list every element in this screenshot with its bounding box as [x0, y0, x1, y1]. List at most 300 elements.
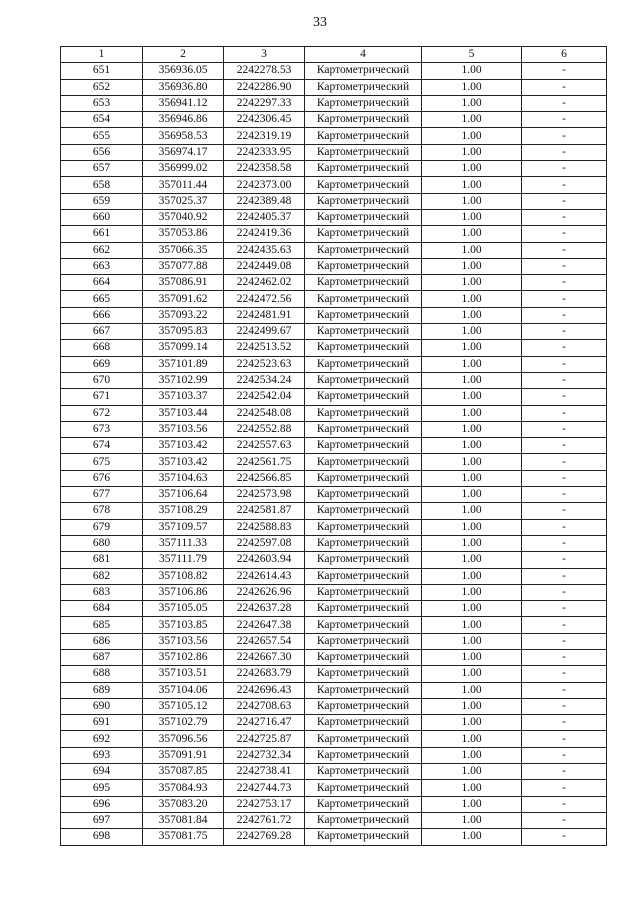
table-cell: 1.00: [422, 340, 522, 356]
table-cell: 1.00: [422, 535, 522, 551]
table-cell: 1.00: [422, 747, 522, 763]
table-cell: 2242557.63: [224, 438, 305, 454]
table-cell: 666: [61, 307, 143, 323]
table-cell: 1.00: [422, 568, 522, 584]
table-cell: 357108.82: [143, 568, 224, 584]
table-cell: 687: [61, 649, 143, 665]
column-header: 5: [422, 47, 522, 63]
table-cell: 653: [61, 95, 143, 111]
table-cell: -: [522, 275, 607, 291]
table-row: [61, 552, 607, 568]
table-cell: 673: [61, 421, 143, 437]
table-cell: 1.00: [422, 291, 522, 307]
table-cell: 1.00: [422, 617, 522, 633]
table-row: [61, 161, 607, 177]
table-row: [61, 519, 607, 535]
table-cell: 1.00: [422, 829, 522, 845]
table-cell: 1.00: [422, 715, 522, 731]
table-cell: 2242696.43: [224, 682, 305, 698]
table-cell: 1.00: [422, 454, 522, 470]
table-cell: -: [522, 372, 607, 388]
table-cell: Картометрический: [305, 95, 422, 111]
table-cell: 357096.56: [143, 731, 224, 747]
table-cell: 2242588.83: [224, 519, 305, 535]
table-cell: 1.00: [422, 161, 522, 177]
table-cell: -: [522, 389, 607, 405]
table-cell: Картометрический: [305, 340, 422, 356]
table-cell: 1.00: [422, 519, 522, 535]
table-cell: 2242566.85: [224, 470, 305, 486]
table-row: [61, 535, 607, 551]
table-cell: -: [522, 487, 607, 503]
table-cell: 2242657.54: [224, 633, 305, 649]
table-cell: 655: [61, 128, 143, 144]
table-cell: Картометрический: [305, 144, 422, 160]
table-cell: -: [522, 454, 607, 470]
table-cell: 357081.75: [143, 829, 224, 845]
table-row: [61, 747, 607, 763]
table-cell: 659: [61, 193, 143, 209]
table-cell: 2242683.79: [224, 666, 305, 682]
table-row: [61, 487, 607, 503]
table-row: [61, 112, 607, 128]
table-cell: 1.00: [422, 95, 522, 111]
table-cell: 2242667.30: [224, 649, 305, 665]
table-cell: 2242278.53: [224, 63, 305, 79]
table-cell: -: [522, 649, 607, 665]
table-row: [61, 454, 607, 470]
table-cell: 357101.89: [143, 356, 224, 372]
table-cell: Картометрический: [305, 79, 422, 95]
table-cell: 2242753.17: [224, 796, 305, 812]
page-number: 33: [313, 15, 327, 30]
table-cell: 2242523.63: [224, 356, 305, 372]
table-cell: -: [522, 79, 607, 95]
table-cell: 1.00: [422, 601, 522, 617]
table-cell: Картометрический: [305, 307, 422, 323]
table-cell: -: [522, 780, 607, 796]
table-cell: Картометрический: [305, 389, 422, 405]
table-body: [61, 63, 607, 845]
table-row: [61, 698, 607, 714]
table-row: [61, 226, 607, 242]
table-cell: 660: [61, 209, 143, 225]
table-cell: 2242637.28: [224, 601, 305, 617]
table-cell: Картометрический: [305, 177, 422, 193]
table-cell: -: [522, 584, 607, 600]
table-cell: 2242738.41: [224, 764, 305, 780]
table-cell: 357111.33: [143, 535, 224, 551]
table-cell: -: [522, 731, 607, 747]
table-row: [61, 796, 607, 812]
table-cell: Картометрический: [305, 242, 422, 258]
table-cell: 692: [61, 731, 143, 747]
table-cell: Картометрический: [305, 601, 422, 617]
table-row: [61, 584, 607, 600]
table-cell: -: [522, 519, 607, 535]
column-header: 2: [143, 47, 224, 63]
table-cell: 357091.91: [143, 747, 224, 763]
table-cell: 356999.02: [143, 161, 224, 177]
table-cell: 356958.53: [143, 128, 224, 144]
table-cell: 681: [61, 552, 143, 568]
table-cell: 691: [61, 715, 143, 731]
table-cell: 2242548.08: [224, 405, 305, 421]
table-cell: 357077.88: [143, 258, 224, 274]
table-cell: 665: [61, 291, 143, 307]
table-cell: Картометрический: [305, 275, 422, 291]
table-cell: Картометрический: [305, 63, 422, 79]
table-cell: -: [522, 470, 607, 486]
table-cell: 669: [61, 356, 143, 372]
table-cell: 1.00: [422, 324, 522, 340]
table-cell: 667: [61, 324, 143, 340]
table-cell: 2242319.19: [224, 128, 305, 144]
table-cell: 1.00: [422, 470, 522, 486]
table-row: [61, 405, 607, 421]
table-cell: Картометрический: [305, 829, 422, 845]
table-cell: 684: [61, 601, 143, 617]
table-cell: 357083.20: [143, 796, 224, 812]
table-cell: 1.00: [422, 258, 522, 274]
table-cell: -: [522, 438, 607, 454]
table-cell: 672: [61, 405, 143, 421]
table-row: [61, 633, 607, 649]
table-cell: Картометрический: [305, 764, 422, 780]
table-cell: 1.00: [422, 552, 522, 568]
coordinates-table: [60, 46, 607, 846]
table-cell: -: [522, 503, 607, 519]
table-cell: -: [522, 340, 607, 356]
table-cell: 357103.56: [143, 421, 224, 437]
table-cell: Картометрический: [305, 812, 422, 828]
table-cell: 2242534.24: [224, 372, 305, 388]
table-cell: Картометрический: [305, 487, 422, 503]
table-cell: 357091.62: [143, 291, 224, 307]
table-row: [61, 63, 607, 79]
table-cell: 675: [61, 454, 143, 470]
table-cell: -: [522, 356, 607, 372]
table-cell: -: [522, 764, 607, 780]
table-row: [61, 666, 607, 682]
table-cell: 679: [61, 519, 143, 535]
table-cell: Картометрический: [305, 209, 422, 225]
table-cell: 356974.17: [143, 144, 224, 160]
table-cell: -: [522, 242, 607, 258]
table-header-row: [61, 47, 607, 63]
table-cell: 1.00: [422, 487, 522, 503]
table-cell: 2242542.04: [224, 389, 305, 405]
table-cell: 1.00: [422, 356, 522, 372]
table-cell: 2242716.47: [224, 715, 305, 731]
table-cell: 1.00: [422, 812, 522, 828]
table-cell: 1.00: [422, 405, 522, 421]
table-cell: Картометрический: [305, 258, 422, 274]
table-row: [61, 649, 607, 665]
table-cell: 2242725.87: [224, 731, 305, 747]
table-cell: 357104.63: [143, 470, 224, 486]
table-cell: 357086.91: [143, 275, 224, 291]
table-cell: 1.00: [422, 421, 522, 437]
table-cell: -: [522, 535, 607, 551]
table-cell: 694: [61, 764, 143, 780]
table-cell: Картометрический: [305, 324, 422, 340]
table-row: [61, 275, 607, 291]
table-cell: Картометрический: [305, 193, 422, 209]
table-cell: 651: [61, 63, 143, 79]
table-cell: 663: [61, 258, 143, 274]
table-cell: 357087.85: [143, 764, 224, 780]
table-cell: 682: [61, 568, 143, 584]
table-row: [61, 617, 607, 633]
table-cell: 2242573.98: [224, 487, 305, 503]
table-cell: 2242449.08: [224, 258, 305, 274]
table-cell: 656: [61, 144, 143, 160]
table-cell: -: [522, 715, 607, 731]
table-cell: 356936.80: [143, 79, 224, 95]
table-cell: -: [522, 829, 607, 845]
table-cell: -: [522, 682, 607, 698]
table-cell: 1.00: [422, 209, 522, 225]
table-cell: 670: [61, 372, 143, 388]
table-cell: 654: [61, 112, 143, 128]
table-cell: 690: [61, 698, 143, 714]
table-cell: 1.00: [422, 666, 522, 682]
table-cell: 2242581.87: [224, 503, 305, 519]
table-cell: 661: [61, 226, 143, 242]
table-cell: 2242744.73: [224, 780, 305, 796]
table-cell: 2242769.28: [224, 829, 305, 845]
table-cell: 1.00: [422, 193, 522, 209]
table-cell: -: [522, 95, 607, 111]
table-cell: 1.00: [422, 796, 522, 812]
table-cell: Картометрический: [305, 568, 422, 584]
table-cell: 1.00: [422, 682, 522, 698]
table-row: [61, 731, 607, 747]
table-cell: 658: [61, 177, 143, 193]
table-cell: 2242419.36: [224, 226, 305, 242]
table-cell: Картометрический: [305, 470, 422, 486]
table-cell: Картометрический: [305, 503, 422, 519]
table-row: [61, 307, 607, 323]
table-cell: Картометрический: [305, 780, 422, 796]
table-row: [61, 389, 607, 405]
table-cell: Картометрический: [305, 682, 422, 698]
table-cell: 1.00: [422, 649, 522, 665]
table-cell: Картометрический: [305, 666, 422, 682]
table-cell: 697: [61, 812, 143, 828]
table-cell: 2242389.48: [224, 193, 305, 209]
table-cell: Картометрический: [305, 698, 422, 714]
table-cell: 356946.86: [143, 112, 224, 128]
table-cell: 357103.37: [143, 389, 224, 405]
table-row: [61, 829, 607, 845]
table-cell: 357081.84: [143, 812, 224, 828]
table-cell: 671: [61, 389, 143, 405]
table-cell: 695: [61, 780, 143, 796]
table-cell: 357108.29: [143, 503, 224, 519]
table-cell: 357040.92: [143, 209, 224, 225]
table-cell: 1.00: [422, 389, 522, 405]
table-cell: 2242732.34: [224, 747, 305, 763]
table-cell: 357102.99: [143, 372, 224, 388]
table-cell: -: [522, 698, 607, 714]
table-row: [61, 128, 607, 144]
table-row: [61, 438, 607, 454]
table-cell: Картометрический: [305, 535, 422, 551]
table-cell: 1.00: [422, 128, 522, 144]
table-cell: Картометрический: [305, 617, 422, 633]
table-row: [61, 715, 607, 731]
table-row: [61, 780, 607, 796]
table-cell: Картометрический: [305, 519, 422, 535]
table-cell: 689: [61, 682, 143, 698]
table-cell: 2242373.00: [224, 177, 305, 193]
table-cell: Картометрический: [305, 226, 422, 242]
table-cell: -: [522, 633, 607, 649]
table-cell: Картометрический: [305, 438, 422, 454]
table-cell: 2242552.88: [224, 421, 305, 437]
table-cell: 2242462.02: [224, 275, 305, 291]
table-cell: 1.00: [422, 372, 522, 388]
table-row: [61, 291, 607, 307]
table-cell: 1.00: [422, 112, 522, 128]
table-cell: 356941.12: [143, 95, 224, 111]
table-cell: 1.00: [422, 144, 522, 160]
table-cell: 1.00: [422, 584, 522, 600]
table-cell: Картометрический: [305, 649, 422, 665]
table-cell: Картометрический: [305, 552, 422, 568]
table-cell: -: [522, 812, 607, 828]
table-cell: 357103.56: [143, 633, 224, 649]
table-cell: -: [522, 617, 607, 633]
table-cell: 2242435.63: [224, 242, 305, 258]
table-cell: 357095.83: [143, 324, 224, 340]
table-cell: 1.00: [422, 698, 522, 714]
table-cell: 693: [61, 747, 143, 763]
table-row: [61, 568, 607, 584]
table-cell: -: [522, 291, 607, 307]
table-cell: Картометрический: [305, 747, 422, 763]
table-row: [61, 503, 607, 519]
table-cell: Картометрический: [305, 731, 422, 747]
table-cell: 2242708.63: [224, 698, 305, 714]
table-cell: -: [522, 63, 607, 79]
column-header: 3: [224, 47, 305, 63]
table-cell: Картометрический: [305, 715, 422, 731]
table-cell: 2242405.37: [224, 209, 305, 225]
table-cell: 2242499.67: [224, 324, 305, 340]
table-cell: 357066.35: [143, 242, 224, 258]
table-cell: 668: [61, 340, 143, 356]
table-cell: Картометрический: [305, 584, 422, 600]
table-row: [61, 372, 607, 388]
table-cell: 2242626.96: [224, 584, 305, 600]
table-cell: 698: [61, 829, 143, 845]
table-cell: 662: [61, 242, 143, 258]
table-row: [61, 242, 607, 258]
table-row: [61, 324, 607, 340]
table-cell: -: [522, 568, 607, 584]
table-cell: 1.00: [422, 780, 522, 796]
table-cell: 357084.93: [143, 780, 224, 796]
table-cell: -: [522, 226, 607, 242]
column-header: 4: [305, 47, 422, 63]
table-cell: -: [522, 161, 607, 177]
table-cell: 1.00: [422, 63, 522, 79]
table-cell: -: [522, 144, 607, 160]
table-cell: Картометрический: [305, 454, 422, 470]
table-cell: -: [522, 112, 607, 128]
table-row: [61, 682, 607, 698]
table-cell: Картометрический: [305, 291, 422, 307]
table-cell: 357053.86: [143, 226, 224, 242]
table-cell: 2242358.58: [224, 161, 305, 177]
table-cell: 357103.42: [143, 454, 224, 470]
table-cell: Картометрический: [305, 161, 422, 177]
table-cell: -: [522, 193, 607, 209]
table-cell: 2242297.33: [224, 95, 305, 111]
table-cell: Картометрический: [305, 128, 422, 144]
table-row: [61, 470, 607, 486]
table-cell: 357103.85: [143, 617, 224, 633]
table-cell: -: [522, 177, 607, 193]
table-row: [61, 601, 607, 617]
table-cell: 678: [61, 503, 143, 519]
table-cell: 1.00: [422, 79, 522, 95]
table-cell: 2242561.75: [224, 454, 305, 470]
table-cell: 357025.37: [143, 193, 224, 209]
table-cell: -: [522, 552, 607, 568]
table-cell: 2242647.38: [224, 617, 305, 633]
table-cell: 2242513.52: [224, 340, 305, 356]
column-header: 1: [61, 47, 143, 63]
table-cell: 1.00: [422, 307, 522, 323]
table-cell: 1.00: [422, 177, 522, 193]
table-cell: 1.00: [422, 226, 522, 242]
table-cell: 2242761.72: [224, 812, 305, 828]
table-cell: 686: [61, 633, 143, 649]
table-cell: 2242333.95: [224, 144, 305, 160]
table-row: [61, 95, 607, 111]
table-cell: 357102.86: [143, 649, 224, 665]
table-cell: Картометрический: [305, 112, 422, 128]
table-cell: Картометрический: [305, 356, 422, 372]
table-cell: 1.00: [422, 438, 522, 454]
table-cell: 674: [61, 438, 143, 454]
table-cell: 357102.79: [143, 715, 224, 731]
table-cell: Картометрический: [305, 796, 422, 812]
table-cell: -: [522, 421, 607, 437]
table-row: [61, 79, 607, 95]
table-cell: -: [522, 601, 607, 617]
table-cell: 683: [61, 584, 143, 600]
table-cell: 356936.05: [143, 63, 224, 79]
table-cell: 1.00: [422, 731, 522, 747]
table-cell: -: [522, 128, 607, 144]
table-cell: -: [522, 747, 607, 763]
table-cell: 2242306.45: [224, 112, 305, 128]
table-cell: 685: [61, 617, 143, 633]
table-cell: 688: [61, 666, 143, 682]
table-cell: 696: [61, 796, 143, 812]
table-row: [61, 356, 607, 372]
table-cell: 357103.44: [143, 405, 224, 421]
table-cell: 357109.57: [143, 519, 224, 535]
table-cell: 357103.42: [143, 438, 224, 454]
table-row: [61, 340, 607, 356]
table-cell: 357103.51: [143, 666, 224, 682]
